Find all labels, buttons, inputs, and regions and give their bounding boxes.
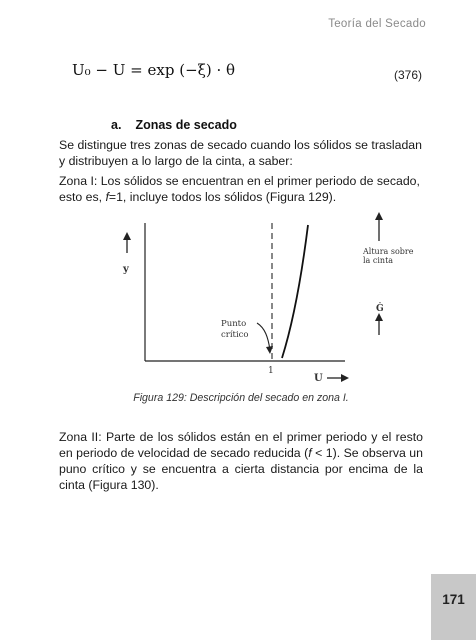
section-label: a.	[111, 118, 122, 132]
altura-label-line1: Altura sobre	[363, 247, 414, 256]
figure-129	[100, 213, 414, 393]
u-arrowhead-icon	[341, 374, 349, 382]
punto-label-line2: crítico	[221, 330, 249, 340]
section-title: Zonas de secado	[135, 118, 237, 132]
page-number: 171	[442, 592, 465, 607]
punto-pointer-head-icon	[266, 346, 273, 354]
punto-pointer	[257, 323, 270, 350]
zona2-f: f	[308, 446, 312, 460]
equation-number: (376)	[393, 68, 422, 82]
zona1-text: Zona I: Los sólidos se encuentran en el primer periodo de secado, esto es,	[59, 174, 420, 204]
zona2-text: Zona II: Parte de los sólidos están en el primer periodo y el resto en periodo de velocidad de secado reducida (	[59, 430, 423, 460]
zona1-text-end: =1, incluye todos los sólidos (Figura 129).	[108, 190, 337, 204]
running-header: Teoría del Secado	[328, 18, 426, 30]
altura-arrowhead-icon	[375, 212, 383, 220]
x-axis-label: U	[314, 373, 323, 384]
g-label: Ġ	[376, 304, 384, 314]
g-arrowhead-icon	[375, 313, 383, 321]
altura-label-line2: la cinta	[363, 256, 394, 265]
paragraph-zona-1	[59, 173, 423, 205]
zona2-text-end: < 1). Se observa un puno crítico y se encuentra a cierta distancia por encima de la cinta (Figura 130).	[59, 446, 423, 492]
equation: U₀ − U = exp (−ξ) · θ	[72, 61, 236, 79]
punto-label-line1: Punto	[221, 319, 247, 329]
paragraph-intro: Se distingue tres zonas de secado cuando los sólidos se trasladan y distribuyen a lo largo de la cinta, a saber:	[59, 138, 422, 168]
section-heading	[111, 118, 237, 132]
zona1-f: f	[105, 190, 109, 204]
drying-curve	[282, 225, 308, 358]
figure-caption: Figura 129: Descripción del secado en zona I.	[133, 392, 349, 404]
paragraph-zona-2	[59, 429, 423, 493]
y-arrowhead-icon	[123, 232, 131, 240]
x-tick-1: 1	[268, 366, 274, 376]
page-number-tab	[431, 574, 476, 640]
y-axis-label: y	[123, 264, 129, 275]
drying-zone-diagram	[100, 213, 414, 388]
